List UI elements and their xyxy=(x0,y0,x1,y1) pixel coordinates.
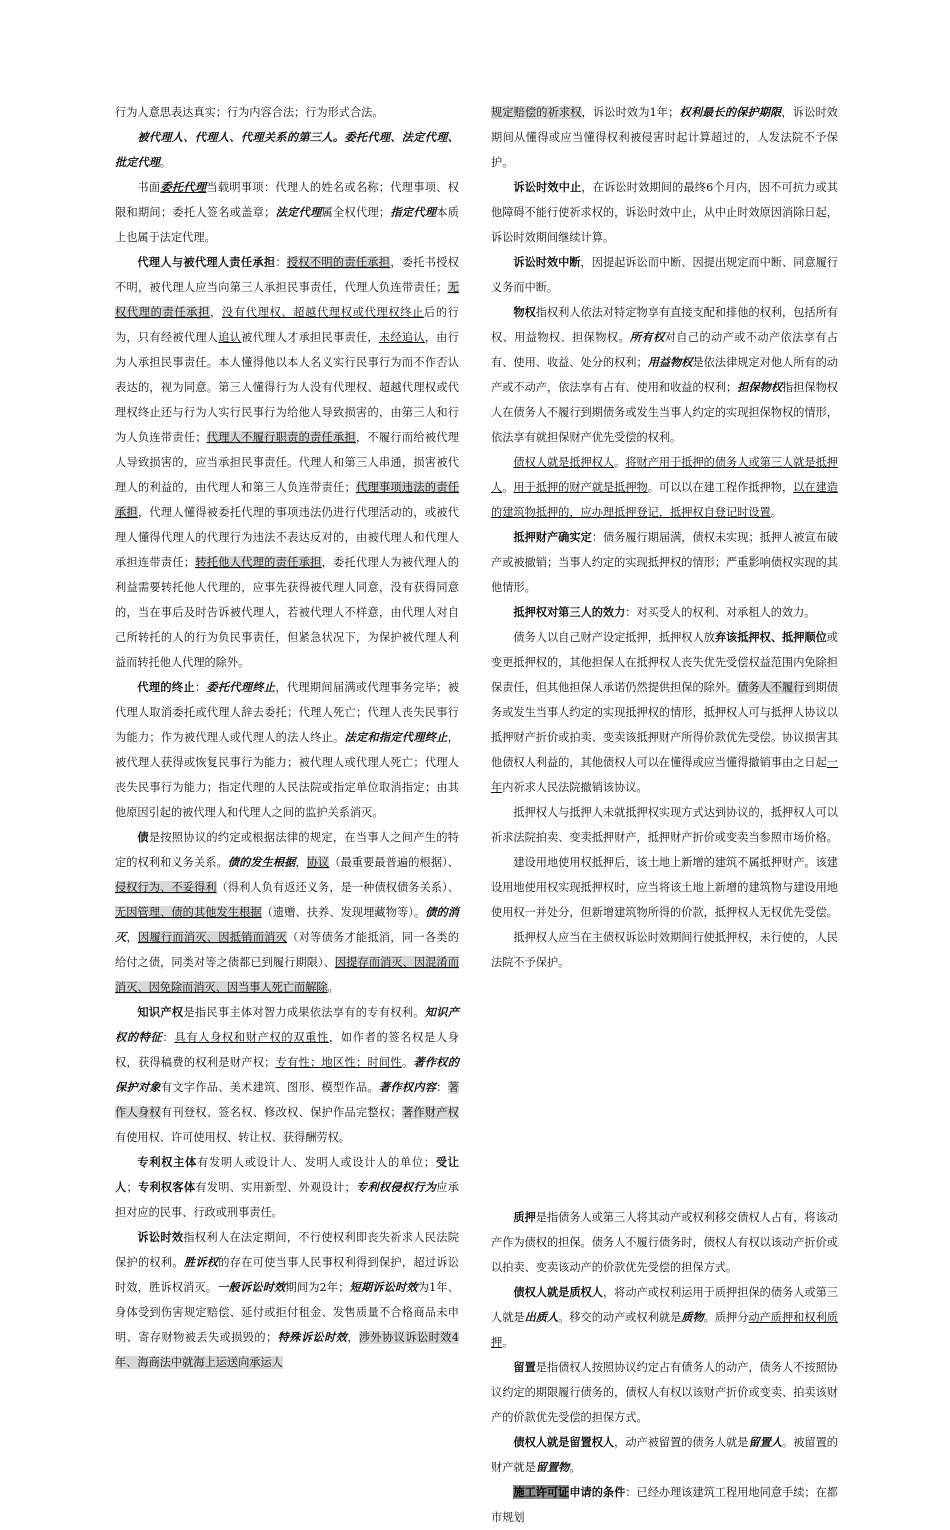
text-segment: 抵押权人与抵押人未就抵押权实现方式达到协议的，抵押权人可以祈求法院拍卖、变卖抵押财产，抵押财产折价或变卖当参照市场价格。 xyxy=(491,806,838,844)
text-segment: 。 xyxy=(502,1336,514,1349)
text-segment: ，如作者的签名权是人身权，获得稿费的权利是财产权； xyxy=(115,1031,459,1069)
text-segment: 涉外协议诉讼时效4年、海商法中就海上运送向承运人 xyxy=(115,1331,459,1369)
text-segment: 一年 xyxy=(491,756,838,794)
text-segment: ，委托代理人为被代理人的利益需要转托他人代理的，应事先获得被代理人同意，没有获得同意的，当在事后及时告诉被代理人，若被代理人不样意，由代理人对自己所转托的人的行为负民事责任，但紧急状况下，为保护被代理人利益而转托他人代理的除外。 xyxy=(115,556,459,669)
text-segment: 被代理人、代理人、代理关系的第三人。委托代理、法定代理、批定代理 xyxy=(115,130,459,169)
text-segment: 指定代理 xyxy=(390,205,437,219)
text-segment: 是指民事主体对智力成果依法享有的专有权利。 xyxy=(183,1006,425,1019)
text-segment: 期间为2年； xyxy=(285,1281,350,1294)
text-segment: 是指债务人或第三人将其动产或权利移交债权人占有，将该动产作为债权的担保。债务人不履行债务时，债权人有权以该动产折价或以拍卖、变卖该动产的价款优先受偿的担保方式。 xyxy=(491,1211,838,1274)
text-segment: 诉讼时效 xyxy=(137,1230,184,1244)
text-segment: 。 xyxy=(569,1461,581,1474)
text-segment: （对等债务才能抵消，同一各类的给付之债，同类对等之债都已到履行期限）、 xyxy=(115,931,459,969)
text-segment: ，动产被留置的债务人就是 xyxy=(614,1436,749,1449)
text-segment: 著作人身权 xyxy=(115,1081,459,1119)
paragraph xyxy=(491,800,838,850)
text-segment: 债务人以自己财产设定抵押，抵押权人放 xyxy=(513,631,715,644)
text-segment: 建设用地使用权抵押后，该土地上新增的建筑不属抵押财产。该建设用地使用权实现抵押权时，应当将该土地上新增的建筑物与建设用地使用权一并处分，但新增建筑物所得的价款，抵押权人无权优先受偿。 xyxy=(491,856,838,919)
text-segment: 抵押权人应当在主债权诉讼时效期间行使抵押权，未行使的，人民法院不予保护。 xyxy=(491,931,838,969)
text-segment: 所有权 xyxy=(629,330,665,344)
text-segment: ，在诉讼时效期间的最终6个月内，因不可抗力或其他障碍不能行使祈求权的，诉讼时效中止，从中止时效原因消除日起，诉讼时效期间继续计算。 xyxy=(491,181,838,244)
text-segment: 有文字作品、美术建筑、图形、模型作品。 xyxy=(160,1081,379,1094)
left-column xyxy=(115,100,459,1375)
text-segment: 。 xyxy=(770,506,782,519)
text-segment: 具有人身权和财产权的双重性 xyxy=(174,1031,329,1044)
paragraph xyxy=(491,1430,838,1480)
text-segment: 专利权侵权行为 xyxy=(355,1180,437,1194)
text-segment: 弃该抵押权、抵押顺位 xyxy=(714,630,827,644)
text-segment: 。被留置的财产就是 xyxy=(491,1436,838,1474)
text-segment: 规定赔偿的祈求权 xyxy=(491,106,582,119)
text-segment: 权利最长的保护期限 xyxy=(679,105,782,119)
paragraph xyxy=(491,175,838,250)
text-segment: 用益物权 xyxy=(647,355,693,369)
text-segment: 书面 xyxy=(137,181,161,194)
text-segment: 质押 xyxy=(513,1210,536,1224)
text-segment: 是依法律规定对他人所有的动产或不动产，依法享有占有、使用和收益的权利； xyxy=(491,356,838,394)
paragraph xyxy=(115,675,459,825)
text-segment: ，不履行而给被代理人导致损害的，应当承担民事责任。代理人和第三人串通，损害被代理人的利益的，由代理人和第三人负连带责任； xyxy=(115,431,459,494)
text-segment: 追认 xyxy=(218,331,242,344)
text-segment: 留置 xyxy=(513,1360,536,1374)
text-segment: 债 xyxy=(137,830,149,844)
text-segment: 。 xyxy=(401,1056,414,1069)
text-segment: 。质押分 xyxy=(703,1311,749,1324)
text-segment: ，诉讼时效期间从懂得或应当懂得权利被侵害时起计算超过的，人发法院不予保护。 xyxy=(491,106,838,169)
text-segment: 。移交的动产或权利就是 xyxy=(558,1311,682,1324)
text-segment: ，被代理人获得或恢复民事行为能力；被代理人或代理人死亡；代理人丧失民事行为能力；指定代理的人民法院或指定单位取消指定；由其他原因引起的被代理人和代理人之间的监护关系消灭。 xyxy=(115,731,459,819)
text-segment: 债务人不履行 xyxy=(737,681,805,694)
text-segment: 对自己的动产或不动产依法享有占有、使用、收益、处分的权利； xyxy=(491,331,838,369)
text-segment: 后的行为，只有经被代理人 xyxy=(115,306,459,344)
paragraph xyxy=(115,1150,459,1225)
text-segment: 内祈求人民法院撤销该协议。 xyxy=(502,781,648,794)
text-segment: 申请的条件 xyxy=(569,1485,626,1499)
text-segment: ，代理期间届满或代理事务完毕；被代理人取消委托或代理人辞去委托；代理人死亡；代理人丧失民事行为能力；作为被代理人或代理人的法人终止。 xyxy=(115,681,459,744)
text-segment: 诉讼时效中止 xyxy=(513,180,582,194)
text-segment: 质物 xyxy=(681,1310,704,1324)
text-segment: 到期债务或发生当事人约定的实现抵押权的情形，抵押权人可与抵押人协议以抵押财产折价或拍卖、变卖该抵押财产所得价款优先受偿。协议损害其他债权人利益的，其他债权人可以在懂得或应当懂得撤销事由之日起 xyxy=(491,681,838,769)
text-segment: 有发明、实用新型、外观设计； xyxy=(195,1181,356,1194)
text-segment: ； xyxy=(126,1181,138,1194)
text-segment: 将财产用于抵押的债务人或第三人就是抵押人 xyxy=(491,456,838,494)
text-segment: 应承担对应的民事、行政或刑事责任。 xyxy=(115,1181,459,1219)
text-segment: 物权 xyxy=(513,305,536,319)
text-segment: 无因管理、债的其他发生根据 xyxy=(115,906,262,919)
text-segment: ： xyxy=(194,681,207,694)
paragraph xyxy=(491,300,838,450)
text-segment: 专有性；地区性；时间性 xyxy=(275,1056,402,1069)
text-segment: 动产质押和权利质押 xyxy=(491,1311,838,1349)
paragraph xyxy=(491,1355,838,1430)
text-segment: 有刊登权、签名权、修改权、保护作品完整权； xyxy=(160,1106,402,1119)
text-segment: ， xyxy=(295,856,307,869)
paragraph xyxy=(491,925,838,975)
text-segment: 债权人就是质权人 xyxy=(513,1285,603,1299)
text-segment: 知识产权 xyxy=(137,1005,184,1019)
text-segment: 留置人 xyxy=(748,1435,783,1449)
text-segment: 一般诉讼时效 xyxy=(217,1280,286,1294)
text-segment: 专利权客体 xyxy=(137,1180,196,1194)
text-segment: 施工许可证 xyxy=(513,1485,570,1499)
text-segment: 指权利人在法定期间，不行使权利即丧失祈求人民法院保护的权利。 xyxy=(115,1231,459,1269)
paragraph xyxy=(491,625,838,800)
text-segment: 。 xyxy=(502,481,514,494)
paragraph xyxy=(491,1205,838,1280)
text-segment: 抵押权对第三人的效力 xyxy=(513,605,626,619)
text-segment: 指权利人依法对特定物享有直接支配和排他的权利，包括所有权、用益物权、担保物权。 xyxy=(491,306,838,344)
text-segment: ：债务履行期届满，债权未实现；抵押人被宣布破产或被撤销；当事人约定的实现抵押权的情形；严重影响债权实现的其他情形。 xyxy=(491,531,838,594)
text-segment: 或变更抵押权的，其他担保人在抵押权人丧失优先受偿权益范围内免除担保责任，但其他担保人承诺仍然提供担保的除外。 xyxy=(491,631,838,694)
text-segment: 无权代理的责任承担 xyxy=(115,281,459,319)
text-segment: 因提存而消灭、因混淆而消灭、因免除而消灭、因当事人死亡而解除 xyxy=(115,956,459,994)
paragraph xyxy=(491,850,838,925)
text-segment: ，因提起诉讼而中断、因提出规定而中断、同意履行义务而中断。 xyxy=(491,256,838,294)
paragraph xyxy=(115,125,459,175)
paragraph xyxy=(115,1225,459,1375)
text-segment: 指担保物权人在债务人不履行到期债务或发生当事人约定的实现担保物权的情形，依法享有就担保财产优先受偿的权利。 xyxy=(491,381,838,444)
paragraph xyxy=(491,450,838,525)
text-segment: 著作权的保护对象 xyxy=(115,1055,459,1094)
text-segment: 未经追认 xyxy=(378,331,425,344)
text-segment: 属全权代理； xyxy=(321,206,391,219)
text-segment: ，委托书授权不明，被代理人应当向第三人承担民事责任，代理人负连带责任； xyxy=(115,256,459,294)
text-segment: （得利人负有返还义务，是一种债权债务关系）、 xyxy=(216,881,459,894)
text-segment: 没有代理权、超越代理权或代理权终止 xyxy=(221,306,424,319)
text-segment: 委托代理 xyxy=(160,180,207,194)
text-segment: 。 xyxy=(327,981,339,994)
text-segment: 债权人就是抵押权人 xyxy=(513,456,615,469)
text-segment: 债的发生根据 xyxy=(227,855,296,869)
text-segment: ， xyxy=(347,1331,359,1344)
text-segment: 代理人不履行职责的责任承担 xyxy=(206,431,356,444)
text-segment: 因履行而消灭、因抵销而消灭 xyxy=(137,931,288,944)
text-segment: 特殊诉讼时效 xyxy=(277,1330,348,1344)
text-segment: 有发明人或设计人、发明人或设计人的单位； xyxy=(197,1156,436,1169)
text-segment: 债的消灭 xyxy=(115,905,459,944)
page-gap xyxy=(491,975,838,1205)
text-segment: ，诉讼时效为1年； xyxy=(581,106,680,119)
text-segment: （最重要最普遍的根据）、 xyxy=(329,856,459,869)
text-segment: ，由行为人承担民事责任。本人懂得他以本人名义实行民事行为而不作否认表达的，视为同意。第三人懂得行为人没有代理权、超越代理权或代理权终止还与行为人实行民事行为给他人导致损害的，由第三人和行为人负连带责任； xyxy=(115,331,459,444)
text-segment: 本质上也属于法定代理。 xyxy=(115,206,459,244)
paragraph xyxy=(491,525,838,600)
text-segment: 侵权行为、不妥得利 xyxy=(115,881,217,894)
text-segment: 专利权主体 xyxy=(137,1155,198,1169)
text-segment: 债权人就是留置权人 xyxy=(513,1435,615,1449)
text-segment: （遗赠、扶养、发现埋藏物等）。 xyxy=(261,906,426,919)
text-segment: ， xyxy=(126,931,138,944)
text-segment: ： xyxy=(162,1031,175,1044)
text-segment: ，将动产或权利运用于质押担保的债务人或第三人就是 xyxy=(491,1286,838,1324)
text-segment: ：对买受人的权利、对承租人的效力。 xyxy=(625,606,816,619)
text-segment: ，代理人懂得被委托代理的事项违法仍进行代理活动的，或被代理人懂得代理人的代理行为违法不表达反对的，由被代理人和代理人承担连带责任； xyxy=(115,506,459,569)
paragraph xyxy=(491,600,838,625)
right-column xyxy=(491,100,838,1530)
paragraph xyxy=(491,250,838,300)
text-segment: 著作权内容 xyxy=(378,1080,437,1094)
text-segment: 有使用权、许可使用权、转让权、获得酬劳权。 xyxy=(115,1131,350,1144)
text-segment: 。 xyxy=(614,456,626,469)
text-segment: 委托代理终止 xyxy=(206,680,276,694)
text-segment: ：已经办理该建筑工程用地同意手续；在都市规划 xyxy=(491,1486,838,1524)
text-segment: ： xyxy=(436,1081,448,1094)
text-segment: 当载明事项：代理人的姓名或名称；代理事项、权限和期间；委托人签名或盖章； xyxy=(115,181,459,219)
text-segment: 。 xyxy=(159,156,171,169)
text-segment: 被代理人才承担民事责任， xyxy=(241,331,379,344)
paragraph xyxy=(115,1000,459,1150)
text-segment: 短期诉讼时效 xyxy=(349,1280,418,1294)
paragraph xyxy=(491,1480,838,1530)
text-segment: 的存在可使当事人民事权利得到保护，超过诉讼时效，胜诉权消灭。 xyxy=(115,1256,459,1294)
text-segment: 代理事项违法的责任承担 xyxy=(115,481,459,519)
text-segment: 用于抵押的财产就是抵押物 xyxy=(513,481,648,494)
paragraph xyxy=(115,175,459,250)
text-segment: 转托他人代理的责任承担 xyxy=(195,556,322,569)
text-segment: 法定代理 xyxy=(275,205,322,219)
text-segment: 授权不明的责任承担 xyxy=(286,256,391,269)
text-segment: 留置物 xyxy=(535,1460,570,1474)
text-segment: 为1年、身体受到伤害规定赔偿、延付或拒付租金、发售质量不合格商品未申明、寄存财物被丢失或损毁的； xyxy=(115,1281,459,1344)
text-segment: 。可以以在建工程作抵押物， xyxy=(647,481,794,494)
paragraph xyxy=(115,825,459,1000)
text-segment: 代理人与被代理人责任承担 xyxy=(137,255,276,269)
paragraph xyxy=(115,250,459,675)
text-segment: 担保物权 xyxy=(737,380,783,394)
text-segment: 是按照协议的约定或根据法律的规定，在当事人之间产生的特定的权利和义务关系。 xyxy=(115,831,459,869)
paragraph xyxy=(115,100,459,125)
text-segment: 知识产权的特征 xyxy=(115,1005,459,1044)
text-segment: 是指债权人按照协议约定占有债务人的动产，债务人不按照协议约定的期限履行债务的，债权人有权以该财产折价或变卖、拍卖该财产的价款优先受偿的担保方式。 xyxy=(491,1361,838,1424)
text-segment: 诉讼时效中断 xyxy=(513,255,581,269)
text-segment: 抵押财产确实定 xyxy=(513,530,592,544)
text-segment: 胜诉权 xyxy=(183,1255,219,1269)
text-segment: 出质人 xyxy=(524,1310,559,1324)
text-segment: 以在建造的建筑物抵押的，应办理抵押登记，抵押权自登记时设置 xyxy=(491,481,838,519)
text-segment: 法定和指定代理终止 xyxy=(344,730,448,744)
text-segment: 代理的终止 xyxy=(137,680,195,694)
paragraph xyxy=(491,100,838,175)
text-segment: 著作财产权 xyxy=(401,1106,459,1119)
text-segment: 行为人意思表达真实；行为内容合法；行为形式合法。 xyxy=(115,106,384,119)
text-segment: ： xyxy=(275,256,287,269)
text-segment: ， xyxy=(210,306,222,319)
text-segment: 受让人 xyxy=(115,1155,459,1194)
text-segment: 协议 xyxy=(306,856,330,869)
